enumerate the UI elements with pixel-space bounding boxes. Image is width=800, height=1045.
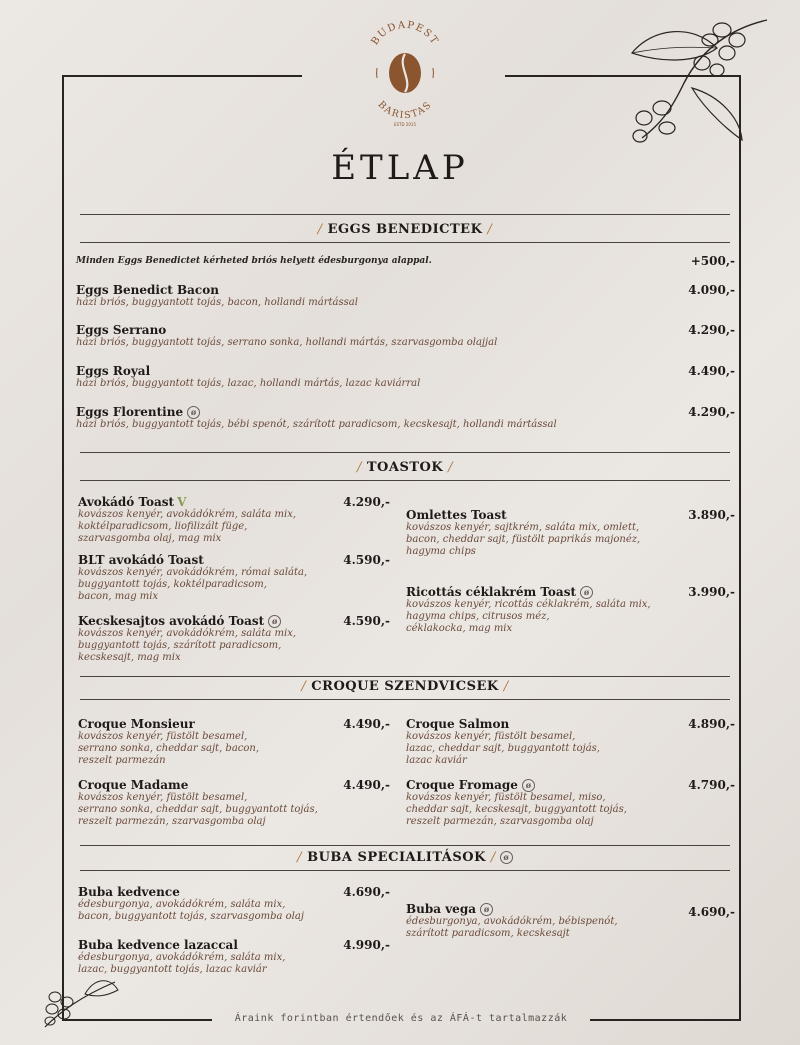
menu-item: [406, 778, 676, 828]
footer-note: Áraink forintban értendőek és az ÁFÁ-t tartalmazzák: [234, 1013, 568, 1024]
logo-top-text: BUDAPEST: [369, 19, 441, 48]
item-price: 4.290,-: [688, 323, 735, 337]
menu-item: [76, 405, 557, 431]
item-name: Buba kedvence: [78, 885, 180, 899]
menu-item: [78, 495, 318, 545]
item-name: Croque Salmon: [406, 717, 510, 731]
menu-item: [78, 553, 318, 603]
item-desc: kovászos kenyér, füstölt besamel, serrano sonka, cheddar sajt, buggyantott tojás, reszelt parmezán, szarvasgomba olaj: [78, 792, 318, 827]
section-title-croque: / CROQUE SZENDVICSEK /: [301, 679, 509, 694]
item-name: Buba vega: [406, 902, 476, 916]
item-name: Avokádó Toast: [78, 495, 175, 509]
item-price: 4.990,-: [343, 938, 390, 952]
menu-item: [78, 885, 338, 923]
divider: [80, 676, 730, 677]
menu-item: [406, 902, 676, 940]
section-title-toast: / TOASTOK /: [356, 460, 454, 475]
item-price: 4.490,-: [688, 364, 735, 378]
item-price: 4.690,-: [343, 885, 390, 899]
menu-item: [78, 614, 318, 664]
eggs-note: Minden Eggs Benedictet kérheted briós helyett édesburgonya alappal.: [76, 256, 432, 266]
item-name: Eggs Serrano: [76, 323, 167, 337]
menu-item: [406, 508, 676, 558]
vegan-icon: ø: [522, 779, 535, 792]
coffee-branch-icon: [40, 972, 120, 1032]
item-name: Buba kedvence lazaccal: [78, 938, 238, 952]
item-price: 3.890,-: [688, 508, 735, 522]
menu-item: [78, 938, 338, 976]
item-name: Eggs Benedict Bacon: [76, 283, 219, 297]
item-price: 4.490,-: [343, 778, 390, 792]
item-price: 3.990,-: [688, 585, 735, 599]
divider: [80, 480, 730, 481]
menu-item: [76, 364, 420, 390]
item-price: 4.290,-: [343, 495, 390, 509]
vegetarian-icon: V: [177, 495, 187, 509]
logo: [355, 18, 455, 130]
item-desc: kovászos kenyér, sajtkrém, saláta mix, omlett, bacon, cheddar sajt, füstölt paprikás majonéz, hagyma chips: [406, 522, 641, 557]
item-desc: édesburgonya, avokádókrém, saláta mix, bacon, buggyantott tojás, szarvasgomba olaj: [78, 899, 304, 922]
item-price: 4.890,-: [688, 717, 735, 731]
item-desc: édesburgonya, avokádókrém, bébispenót, szárított paradicsom, kecskesajt: [406, 916, 618, 939]
menu-item: [76, 283, 358, 309]
divider: [80, 699, 730, 700]
vegan-icon: ø: [500, 851, 513, 864]
item-name: Kecskesajtos avokádó Toast: [78, 614, 265, 628]
divider: [80, 845, 730, 846]
item-price: 4.690,-: [688, 905, 735, 919]
item-price: 4.590,-: [343, 553, 390, 567]
item-name: Eggs Royal: [76, 364, 151, 378]
item-desc: édesburgonya, avokádókrém, saláta mix, lazac, buggyantott tojás, lazac kaviár: [78, 952, 286, 975]
item-desc: házi briós, buggyantott tojás, bébi spenót, szárított paradicsom, kecskesajt, hollandi mártással: [76, 419, 557, 430]
page-title: ÉTLAP: [331, 148, 469, 188]
item-name: Croque Madame: [78, 778, 189, 792]
menu-item: [76, 323, 497, 349]
item-price: 4.790,-: [688, 778, 735, 792]
item-desc: kovászos kenyér, avokádókrém, saláta mix, buggyantott tojás, szárított paradicsom, kecskesajt, mag mix: [78, 628, 297, 663]
frame-bottom-right: [590, 1019, 741, 1021]
menu-item: [78, 717, 318, 767]
divider: [80, 242, 730, 243]
item-price: 4.290,-: [688, 405, 735, 419]
item-name: Omlettes Toast: [406, 508, 507, 522]
item-desc: kovászos kenyér, avokádókrém, saláta mix, koktélparadicsom, liofilizált füge, szarvasgomba olaj, mag mix: [78, 509, 297, 544]
divider: [80, 452, 730, 453]
frame-top-left: [62, 75, 302, 77]
section-title-eggs: / EGGS BENEDICTEK /: [317, 222, 493, 237]
frame-left: [62, 75, 64, 1021]
logo-est: ESTD 2015: [393, 122, 417, 127]
item-desc: házi briós, buggyantott tojás, lazac, hollandi mártás, lazac kaviárral: [76, 378, 421, 389]
item-desc: házi briós, buggyantott tojás, serrano sonka, hollandi mártás, szarvasgomba olajjal: [76, 337, 498, 348]
item-name: BLT avokádó Toast: [78, 553, 204, 567]
item-desc: kovászos kenyér, ricottás céklakrém, saláta mix, hagyma chips, citrusos méz, céklakocka, mag mix: [406, 599, 651, 634]
logo-bottom-text: BARISTAS: [375, 99, 435, 122]
item-desc: kovászos kenyér, füstölt besamel, miso, cheddar sajt, kecskesajt, buggyantott tojás, reszelt parmezán, szarvasgomba olaj: [406, 792, 627, 827]
vegan-icon: ø: [580, 586, 593, 599]
item-desc: kovászos kenyér, avokádókrém, római saláta, buggyantott tojás, koktélparadicsom, bacon, mag mix: [78, 567, 308, 602]
divider: [80, 214, 730, 215]
vegan-icon: ø: [268, 615, 281, 628]
vegan-icon: ø: [187, 406, 200, 419]
item-desc: kovászos kenyér, füstölt besamel, serrano sonka, cheddar sajt, bacon, reszelt parmezán: [78, 731, 260, 766]
item-desc: házi briós, buggyantott tojás, bacon, hollandi mártással: [76, 297, 358, 308]
item-name: Croque Monsieur: [78, 717, 195, 731]
item-desc: kovászos kenyér, füstölt besamel, lazac, cheddar sajt, buggyantott tojás, lazac kaviár: [406, 731, 600, 766]
item-price: 4.490,-: [343, 717, 390, 731]
item-price: 4.090,-: [688, 283, 735, 297]
item-name: Croque Fromage: [406, 778, 518, 792]
item-name: Ricottás céklakrém Toast: [406, 585, 577, 599]
vegan-icon: ø: [480, 903, 493, 916]
section-title-buba: / BUBA SPECIALITÁSOK / ø: [80, 850, 730, 865]
item-name: Eggs Florentine: [76, 405, 184, 419]
menu-item: [406, 717, 676, 767]
menu-item: [406, 585, 676, 635]
eggs-note-price: +500,-: [690, 254, 735, 268]
coffee-branch-icon: [622, 8, 772, 148]
menu-item: [78, 778, 338, 828]
item-price: 4.590,-: [343, 614, 390, 628]
frame-right: [739, 75, 741, 1021]
divider: [80, 870, 730, 871]
